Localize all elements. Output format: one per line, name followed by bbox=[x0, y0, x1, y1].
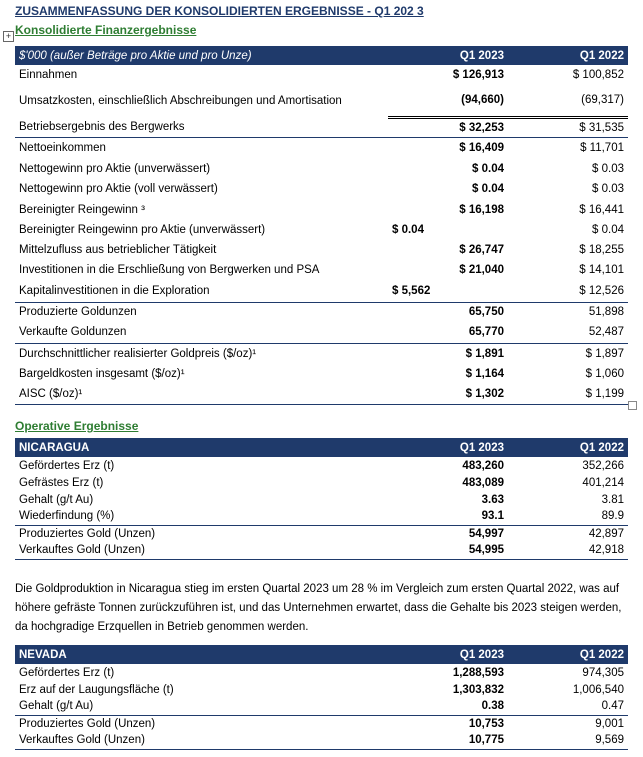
value-q1-2022: 9,001 bbox=[508, 715, 628, 732]
value-q1-2022: $ 12,526 bbox=[579, 284, 624, 297]
table-row bbox=[15, 260, 628, 280]
value-q1-2022: 974,305 bbox=[582, 666, 624, 679]
value-q1-2023: 3.63 bbox=[481, 493, 504, 506]
value-q1-2022: $ 0.03 bbox=[592, 183, 624, 195]
nevada-table bbox=[15, 645, 628, 750]
operative-section-title: Operative Ergebnisse bbox=[15, 419, 139, 433]
table-header-row bbox=[15, 438, 628, 457]
value-q1-2023: 1,303,832 bbox=[452, 683, 504, 696]
table-row bbox=[15, 474, 628, 491]
table-move-handle-icon[interactable]: + bbox=[3, 31, 14, 42]
value-q1-2022: 1,006,540 bbox=[572, 683, 624, 696]
value-q1-2022: 0.47 bbox=[601, 700, 624, 713]
header-label: NEVADA bbox=[15, 645, 388, 664]
value-q1-2022: $ 11,701 bbox=[508, 137, 628, 159]
header-q1-2023: Q1 2023 bbox=[388, 438, 508, 457]
table-resize-handle-icon[interactable] bbox=[628, 401, 637, 410]
value-q1-2022: $ 1,897 bbox=[508, 343, 628, 364]
row-label: Produziertes Gold (Unzen) bbox=[15, 715, 388, 732]
table-row bbox=[15, 137, 628, 159]
header-q1-2022: Q1 2022 bbox=[508, 46, 628, 65]
table-row bbox=[15, 343, 628, 364]
table-row bbox=[15, 681, 628, 698]
value-q1-2022: 42,918 bbox=[508, 542, 628, 559]
row-label: Nettogewinn pro Aktie (unverwässert) bbox=[19, 163, 211, 175]
value-q1-2023: 1,288,593 bbox=[452, 666, 504, 679]
consolidated-section-title: Konsolidierte Finanzergebnisse bbox=[15, 23, 197, 37]
header-q1-2022: Q1 2022 bbox=[508, 438, 628, 457]
row-label: Bereinigter Reingewinn ³ bbox=[19, 203, 145, 216]
row-label: Gehalt (g/t Au) bbox=[19, 700, 94, 713]
value-q1-2022: $ 16,441 bbox=[579, 203, 624, 216]
row-label: Bereinigter Reingewinn pro Aktie (unverwässert) bbox=[19, 224, 266, 236]
table-row bbox=[15, 240, 628, 260]
value-q1-2022: $ 14,101 bbox=[579, 264, 624, 276]
header-q1-2023: Q1 2023 bbox=[388, 46, 508, 65]
value-q1-2023: 65,750 bbox=[388, 302, 508, 322]
value-q1-2023: $ 16,198 bbox=[459, 203, 504, 216]
table-row bbox=[15, 220, 628, 240]
value-q1-2023: 483,089 bbox=[462, 476, 504, 489]
value-q1-2022: $ 0.04 bbox=[592, 224, 624, 236]
value-q1-2023: $ 1,164 bbox=[465, 368, 504, 380]
row-label: Nettogewinn pro Aktie (voll verwässert) bbox=[19, 183, 218, 195]
row-label: Mittelzufluss aus betrieblicher Tätigkeit bbox=[19, 244, 217, 256]
table-row bbox=[15, 508, 628, 525]
table-row bbox=[15, 457, 628, 474]
value-q1-2022: 3.81 bbox=[601, 493, 624, 506]
table-row bbox=[15, 698, 628, 715]
table-row bbox=[15, 364, 628, 384]
value-q1-2023: $ 0.04 bbox=[472, 183, 504, 195]
value-q1-2023: 65,770 bbox=[468, 326, 504, 339]
header-q1-2022: Q1 2022 bbox=[508, 645, 628, 664]
value-q1-2023: 54,997 bbox=[388, 525, 508, 542]
nicaragua-commentary: Die Goldproduktion in Nicaragua stieg im ersten Quartal 2023 um 28 % im Vergleich zum ersten Quartal 2022, was auf höhere gefräste Tonnen zurückzuführen ist, und das Unternehmen erwartet, dass die Gehalte bis 2023 steigen werden, da hochgradige Erzquellen in Betrieb genommen werden. bbox=[15, 583, 622, 633]
table-header-row bbox=[15, 46, 628, 65]
table-row bbox=[15, 65, 628, 84]
value-q1-2022: $ 0.03 bbox=[592, 163, 624, 175]
row-label: Nettoeinkommen bbox=[15, 137, 388, 159]
value-q1-2023: 93.1 bbox=[481, 510, 504, 523]
row-label: Verkauftes Gold (Unzen) bbox=[15, 542, 388, 559]
table-row bbox=[15, 302, 628, 322]
table-row bbox=[15, 664, 628, 681]
value-q1-2022: 89.9 bbox=[601, 510, 624, 523]
value-q1-2023: 54,995 bbox=[388, 542, 508, 559]
table-row bbox=[15, 280, 628, 302]
row-label: Umsatzkosten, einschließlich Abschreibungen und Amortisation bbox=[19, 94, 342, 107]
row-label: Gefördertes Erz (t) bbox=[19, 666, 115, 679]
row-label: Gehalt (g/t Au) bbox=[19, 493, 94, 506]
value-q1-2023: $ 16,409 bbox=[388, 137, 508, 159]
row-label: Bargeldkosten insgesamt ($/oz)¹ bbox=[19, 368, 185, 380]
row-label: Gefördertes Erz (t) bbox=[19, 459, 115, 472]
value-q1-2022: 401,214 bbox=[582, 476, 624, 489]
value-q1-2022: $ 1,199 bbox=[508, 384, 628, 404]
row-label: Verkauftes Gold (Unzen) bbox=[15, 732, 388, 749]
table-row bbox=[15, 159, 628, 179]
value-q1-2023: $ 1,302 bbox=[388, 384, 508, 404]
row-label: Wiederfindung (%) bbox=[19, 510, 115, 523]
value-q1-2022: 52,487 bbox=[588, 326, 624, 339]
row-label: Einnahmen bbox=[19, 68, 78, 81]
value-q1-2023: $ 21,040 bbox=[459, 264, 504, 276]
document-title: ZUSAMMENFASSUNG DER KONSOLIDIERTEN ERGEBNISSE - Q1 202 3 bbox=[15, 4, 424, 18]
value-q1-2022: (69,317) bbox=[581, 93, 624, 106]
value-q1-2022: $ 1,060 bbox=[585, 368, 624, 380]
value-q1-2023: $ 0.04 bbox=[472, 163, 504, 175]
table-row bbox=[15, 199, 628, 220]
row-label: Gefrästes Erz (t) bbox=[19, 476, 104, 489]
table-row bbox=[15, 491, 628, 508]
value-q1-2023: $ 0.04 bbox=[392, 224, 424, 236]
value-q1-2022: 9,569 bbox=[508, 732, 628, 749]
row-label: Betriebsergebnis des Bergwerks bbox=[19, 120, 185, 133]
value-q1-2023: 0.38 bbox=[481, 700, 504, 713]
row-label: Verkaufte Goldunzen bbox=[19, 326, 127, 339]
value-q1-2023: 10,753 bbox=[388, 715, 508, 732]
value-q1-2022: 42,897 bbox=[508, 525, 628, 542]
value-q1-2023: $ 126,913 bbox=[452, 68, 504, 81]
row-label: Kapitalinvestitionen in die Exploration bbox=[19, 284, 210, 297]
value-q1-2023: $ 5,562 bbox=[392, 284, 431, 297]
value-q1-2023: $ 26,747 bbox=[459, 244, 504, 256]
value-q1-2023: 483,260 bbox=[462, 459, 504, 472]
nicaragua-table bbox=[15, 438, 628, 560]
table-row bbox=[15, 322, 628, 343]
value-q1-2023: $ 1,891 bbox=[388, 343, 508, 364]
header-label: $'000 (außer Beträge pro Aktie und pro Unze) bbox=[15, 46, 388, 65]
row-label: Durchschnittlicher realisierter Goldpreis ($/oz)¹ bbox=[15, 343, 388, 364]
value-q1-2023: 10,775 bbox=[388, 732, 508, 749]
table-row bbox=[15, 117, 628, 137]
table-row bbox=[15, 715, 628, 732]
table-row bbox=[15, 525, 628, 542]
value-q1-2022: $ 18,255 bbox=[579, 244, 624, 256]
table-row bbox=[15, 179, 628, 199]
row-label: Investitionen in die Erschließung von Bergwerken und PSA bbox=[19, 264, 320, 276]
value-q1-2023: (94,660) bbox=[461, 93, 504, 106]
header-q1-2023: Q1 2023 bbox=[388, 645, 508, 664]
consolidated-results-table bbox=[15, 46, 628, 405]
row-label: Produziertes Gold (Unzen) bbox=[15, 525, 388, 542]
table-header-row bbox=[15, 645, 628, 664]
value-q1-2022: $ 100,852 bbox=[572, 68, 624, 81]
table-row bbox=[15, 542, 628, 559]
value-q1-2022: 51,898 bbox=[508, 302, 628, 322]
value-q1-2023: $ 32,253 bbox=[388, 117, 508, 137]
value-q1-2022: $ 31,535 bbox=[508, 117, 628, 137]
row-label: AISC ($/oz)¹ bbox=[15, 384, 388, 404]
row-label: Produzierte Goldunzen bbox=[15, 302, 388, 322]
value-q1-2022: 352,266 bbox=[582, 459, 624, 472]
header-label: NICARAGUA bbox=[15, 438, 388, 457]
table-row bbox=[15, 384, 628, 404]
row-label: Erz auf der Laugungsfläche (t) bbox=[19, 683, 174, 696]
table-row bbox=[15, 732, 628, 749]
table-row bbox=[15, 84, 628, 117]
